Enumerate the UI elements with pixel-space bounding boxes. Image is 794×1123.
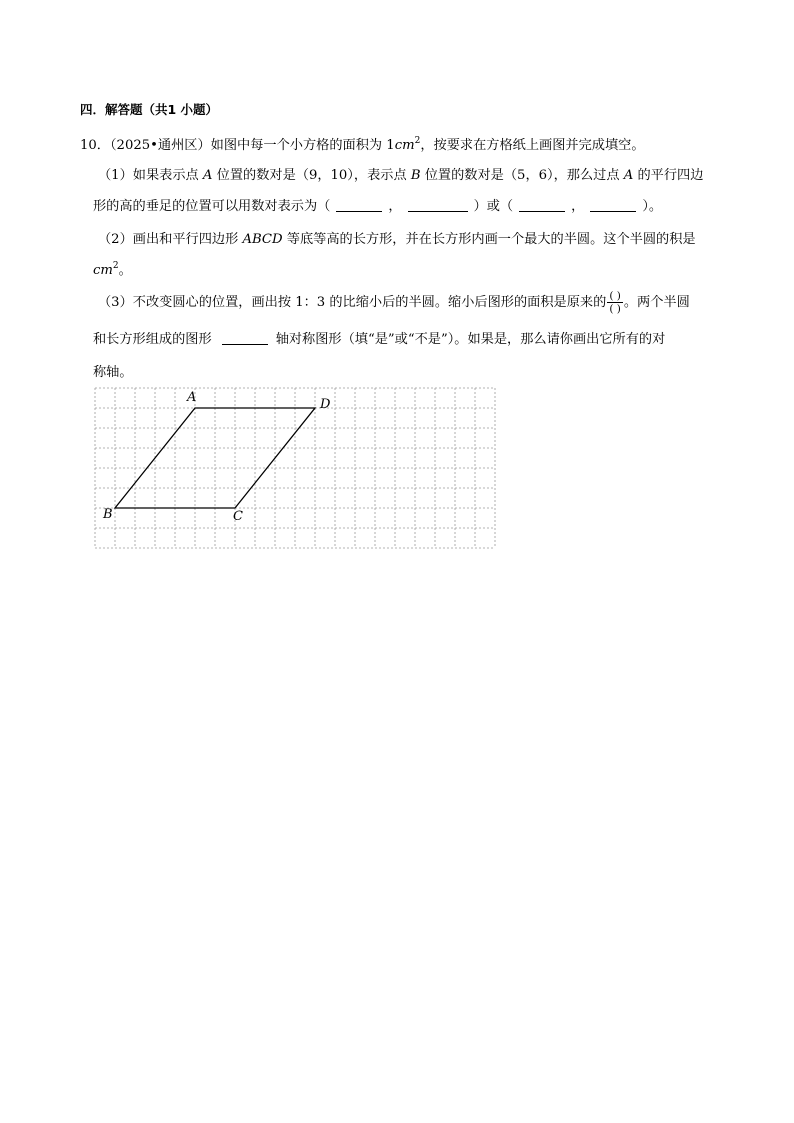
comma: ，	[571, 199, 585, 214]
stem-sup: 2	[414, 136, 421, 146]
unit: cm	[93, 263, 113, 278]
question-source: （2025•通州区）	[109, 138, 211, 153]
point-b-ref: B	[410, 168, 421, 183]
point-a-ref: A	[202, 168, 213, 183]
part1-text: 形的高的垂足的位置可以用数对表示为（	[93, 199, 331, 214]
label-d: D	[320, 397, 331, 412]
part1-text: （1）如果表示点	[98, 168, 203, 183]
part3-text: 。两个半圆	[623, 295, 690, 310]
part2-text: 等底等高的长方形，并在长方形内画一个最大的半圆。这个半圆的积是	[282, 232, 696, 247]
part3-text: （3）不改变圆心的位置，画出按 1：3 的比缩小后的半圆。缩小后图形的面积是原来的	[98, 295, 607, 310]
part1-text: ）。	[642, 199, 663, 214]
part1-text: 位置的数对是（9，10），表示点	[212, 168, 411, 183]
fraction-numerator: ( )	[609, 290, 621, 302]
part3-text: 轴对称图形（填“是”或“不是”）。如果是，那么请你画出它所有的对	[275, 332, 666, 347]
part1-text: 位置的数对是（5，6），那么过点	[420, 168, 624, 183]
label-a: A	[187, 390, 197, 405]
part1-text: ）或（	[473, 199, 514, 214]
question-number: 10．	[80, 138, 110, 153]
point-a-ref: A	[623, 168, 634, 183]
label-b: B	[103, 507, 113, 522]
part1-text: 的平行四边	[633, 168, 704, 183]
part2-text: 。	[118, 263, 132, 278]
part3-text: 称轴。	[93, 365, 133, 380]
unit-sup: 2	[112, 261, 119, 271]
part3-text: 和长方形组成的图形	[93, 332, 212, 347]
label-c: C	[233, 509, 243, 524]
stem-text-b: ，按要求在方格纸上画图并完成填空。	[420, 138, 645, 153]
comma: ，	[388, 199, 402, 214]
grid	[95, 388, 495, 548]
section-title: 四．解答题（共1 小题）	[80, 102, 219, 117]
stem-text-a: 如图中每一个小方格的面积为 1	[210, 138, 395, 153]
stem-unit: cm	[394, 138, 415, 153]
part2-text: （2）画出和平行四边形	[98, 232, 243, 247]
shape-name: ABCD	[242, 232, 283, 247]
fraction-denominator: ( )	[609, 303, 621, 315]
